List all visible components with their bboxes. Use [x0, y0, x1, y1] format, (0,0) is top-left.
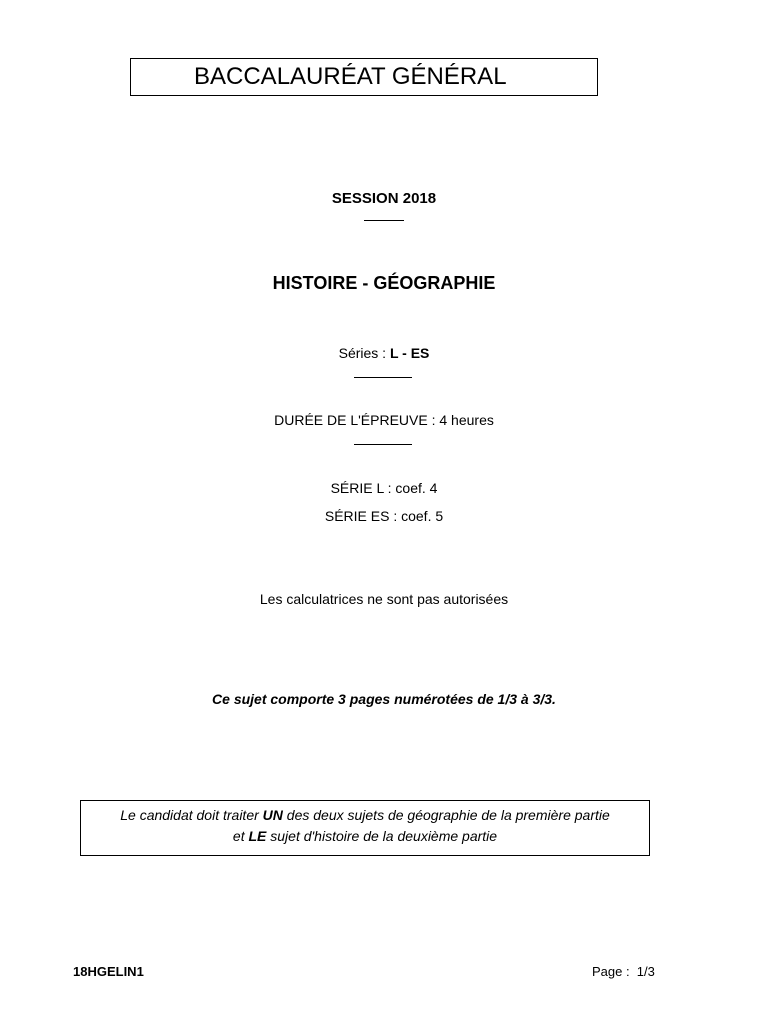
series-prefix: Séries : — [338, 345, 390, 361]
coef-serie-l: SÉRIE L : coef. 4 — [330, 480, 438, 496]
instructions-line-1-bold: UN — [262, 807, 283, 823]
subject-title: HISTOIRE - GÉOGRAPHIE — [272, 273, 496, 293]
instructions-line-1-pre: Le candidat doit traiter — [120, 807, 263, 823]
exam-title: BACCALAURÉAT GÉNÉRAL — [194, 63, 507, 90]
instructions-line-1-post: des deux sujets de géographie de la première partie — [282, 807, 610, 823]
duration-divider — [354, 444, 412, 445]
calculators-note: Les calculatrices ne sont pas autorisées — [259, 591, 509, 607]
duration-line: DURÉE DE L'ÉPREUVE : 4 heures — [274, 412, 494, 428]
coef-serie-es: SÉRIE ES : coef. 5 — [324, 508, 444, 524]
series-line — [0, 344, 768, 362]
instructions-line-2-bold: LE — [248, 828, 267, 844]
instructions-line-2-post: sujet d'histoire de la deuxième partie — [266, 828, 498, 844]
instructions-box — [80, 800, 650, 856]
footer-code: 18HGELIN1 — [73, 964, 144, 979]
instructions-line-2 — [81, 826, 649, 847]
pages-note: Ce sujet comporte 3 pages numérotées de 1/3 à 3/3. — [212, 691, 556, 707]
instructions-line-2-pre: et — [232, 828, 249, 844]
session-divider — [364, 220, 404, 221]
session-label: SESSION 2018 — [331, 190, 437, 207]
instructions-line-1 — [81, 805, 649, 826]
footer-page: Page : 1/3 — [592, 964, 655, 979]
series-divider — [354, 377, 412, 378]
title-box — [130, 58, 598, 96]
series-value: L - ES — [389, 345, 430, 361]
